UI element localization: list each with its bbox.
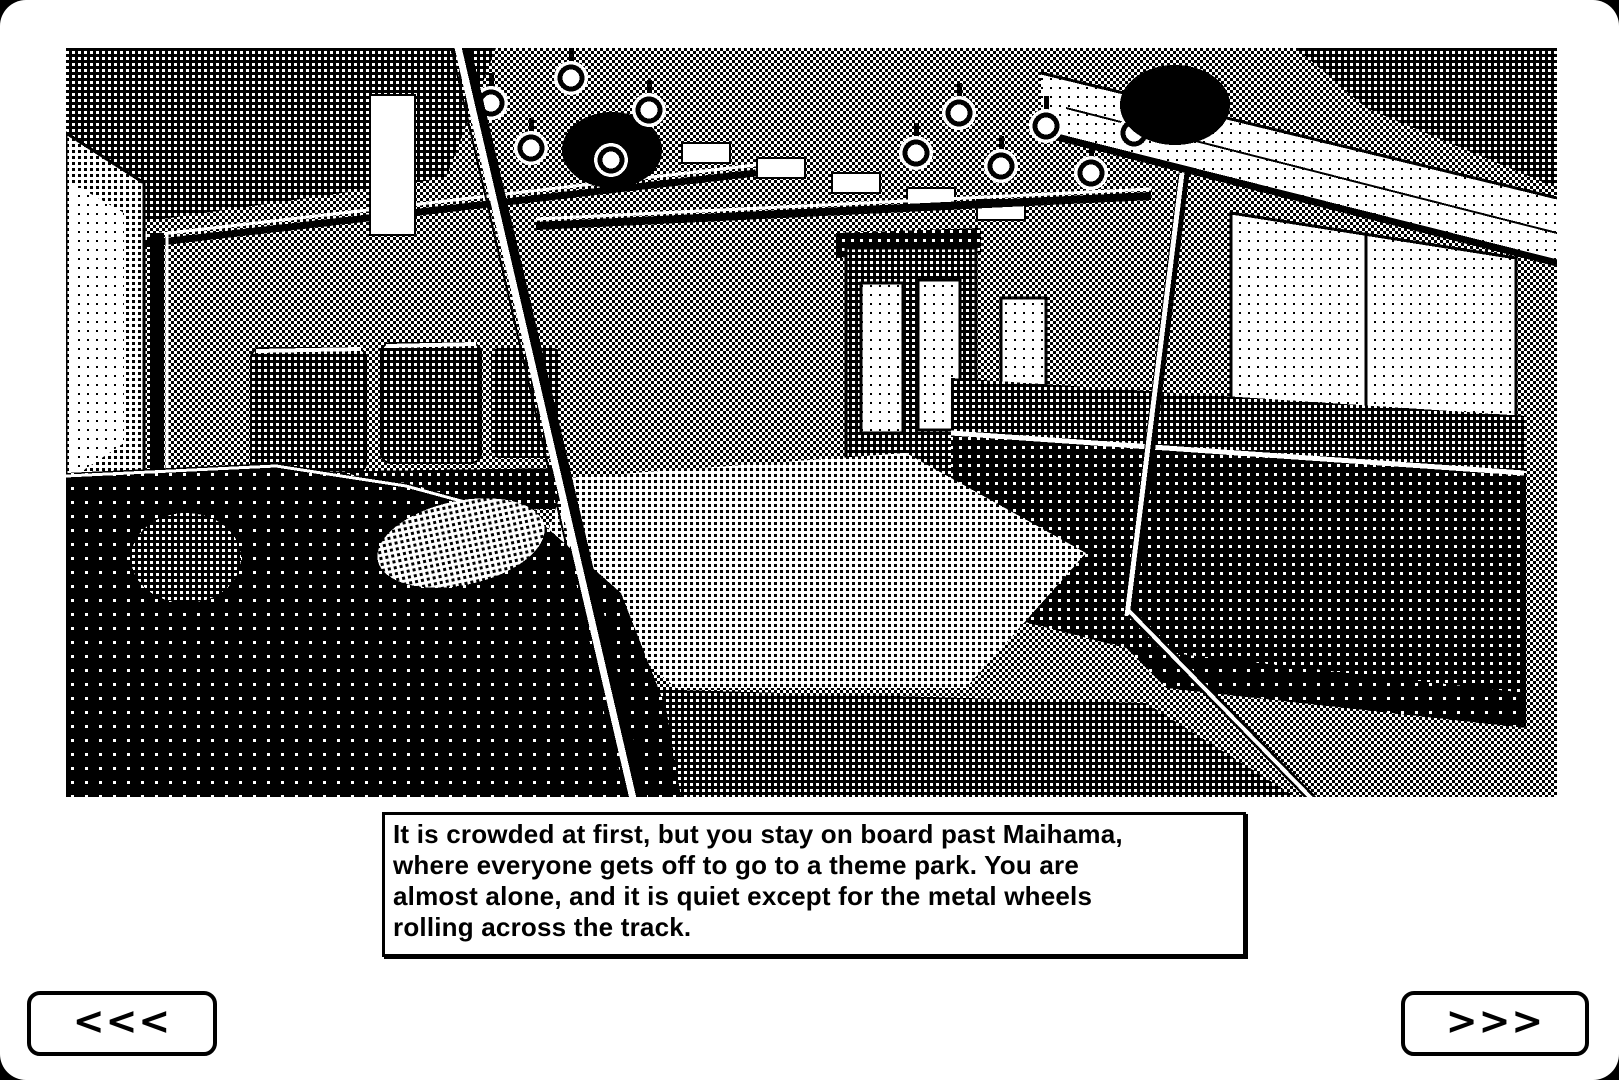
scene-image xyxy=(66,48,1557,797)
narrative-line: rolling across the track. xyxy=(393,912,692,942)
narrative-line: where everyone gets off to go to a theme park. You are xyxy=(393,850,1080,880)
train-interior-illustration xyxy=(66,48,1557,797)
narrative-line: It is crowded at first, but you stay on board past Maihama, xyxy=(393,819,1123,849)
forward-button[interactable]: >>> xyxy=(1401,991,1589,1056)
back-button[interactable]: <<< xyxy=(27,991,217,1056)
narrative-line: almost alone, and it is quiet except for the metal wheels xyxy=(393,881,1093,911)
ceiling-speaker xyxy=(1120,65,1230,145)
narrative-box xyxy=(382,812,1246,957)
